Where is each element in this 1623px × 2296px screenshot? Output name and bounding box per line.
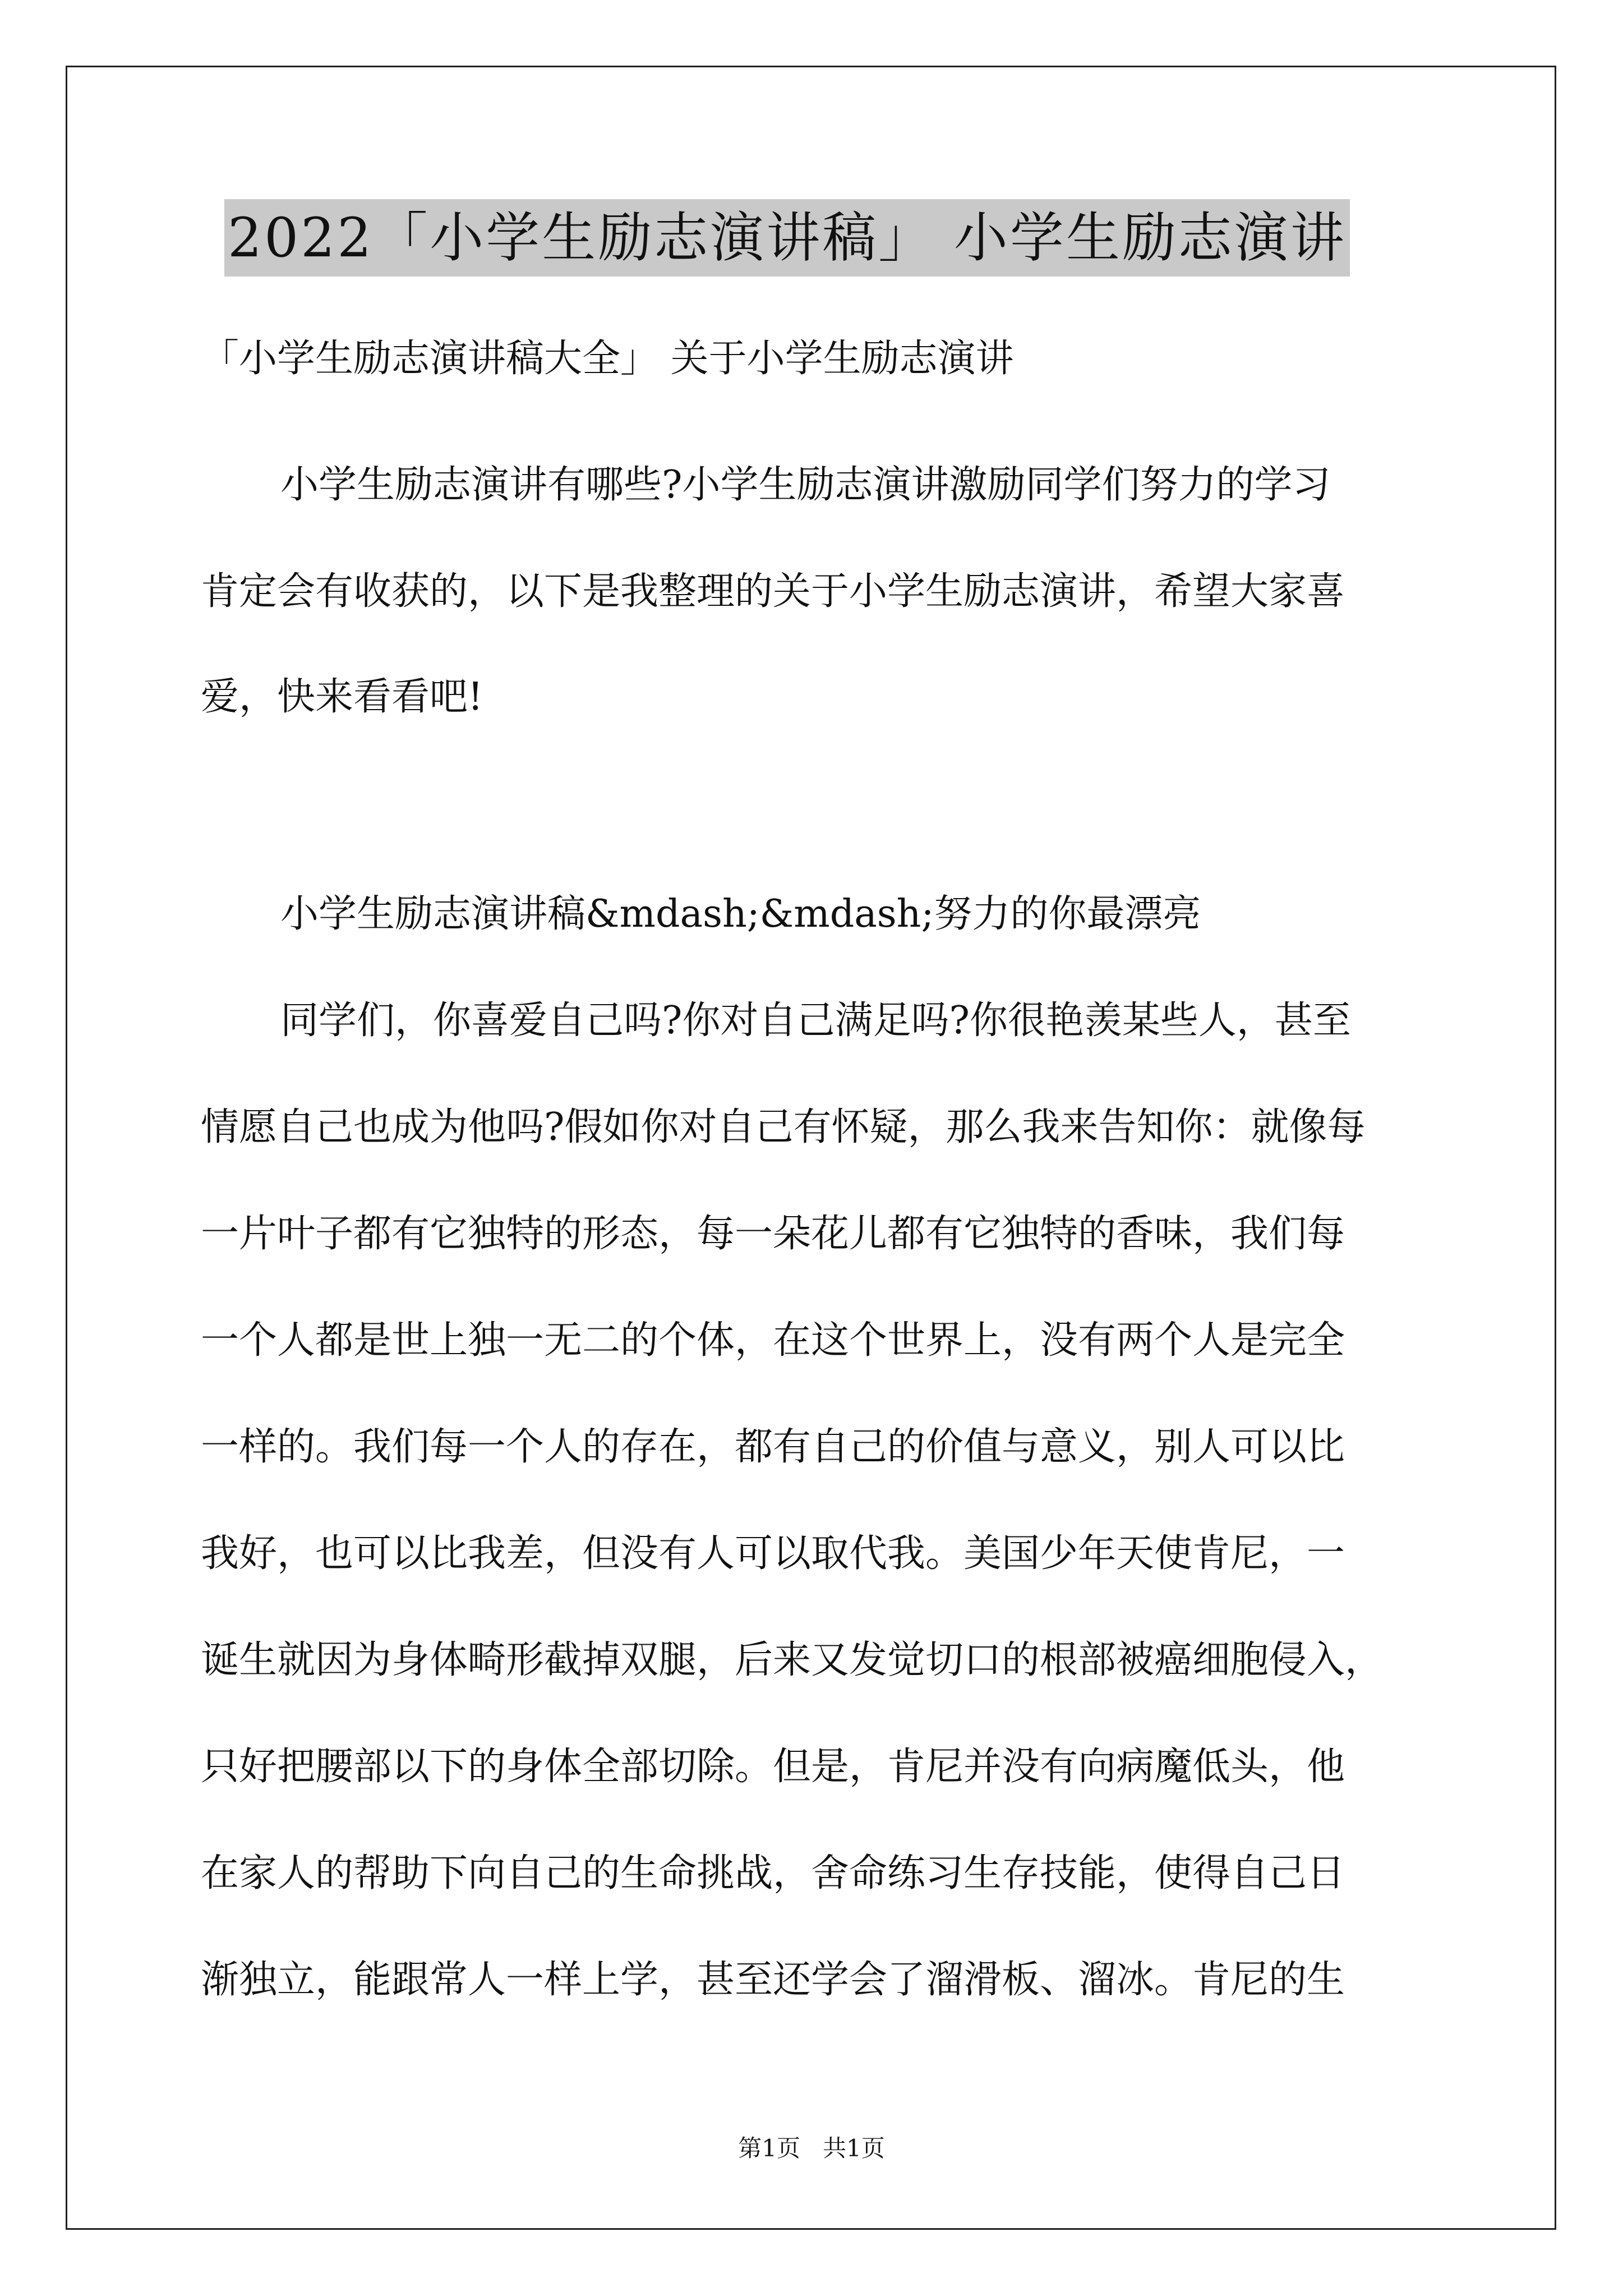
page-footer: 第1页 共1页	[738, 2134, 885, 2162]
document-title: 2022「小学生励志演讲稿」 小学生励志演讲	[224, 199, 1350, 277]
intro-line: 爱，快来看看吧!	[201, 675, 483, 719]
body-line: 我好，也可以比我差，但没有人可以取代我。美国少年天使肯尼，一	[201, 1531, 1345, 1576]
body-line: 情愿自己也成为他吗?假如你对自己有怀疑，那么我来告知你：就像每	[201, 1105, 1366, 1149]
body-line: 一样的。我们每一个人的存在，都有自己的价值与意义，别人可以比	[201, 1425, 1345, 1469]
section-heading: 小学生励志演讲稿&mdash;&mdash;努力的你最漂亮	[280, 892, 1201, 936]
body-line: 一片叶子都有它独特的形态，每一朵花儿都有它独特的香味，我们每	[201, 1212, 1345, 1256]
intro-line: 小学生励志演讲有哪些?小学生励志演讲激励同学们努力的学习	[280, 463, 1331, 507]
intro-line: 肯定会有收获的，以下是我整理的关于小学生励志演讲，希望大家喜	[201, 569, 1345, 614]
subtitle: 「小学生励志演讲稿大全」 关于小学生励志演讲	[201, 337, 1014, 381]
body-line: 一个人都是世上独一无二的个体，在这个世界上，没有两个人是完全	[201, 1318, 1345, 1363]
body-line: 同学们，你喜爱自己吗?你对自己满足吗?你很艳羡某些人，甚至	[280, 999, 1351, 1043]
body-line: 渐独立，能跟常人一样上学，甚至还学会了溜滑板、溜冰。肯尼的生	[201, 1958, 1345, 2002]
body-line: 只好把腰部以下的身体全部切除。但是，肯尼并没有向病魔低头，他	[201, 1745, 1345, 1789]
body-line: 诞生就因为身体畸形截掉双腿，后来又发觉切口的根部被癌细胞侵入，	[201, 1638, 1384, 1682]
body-line: 在家人的帮助下向自己的生命挑战，舍命练习生存技能，使得自己日	[201, 1851, 1345, 1895]
